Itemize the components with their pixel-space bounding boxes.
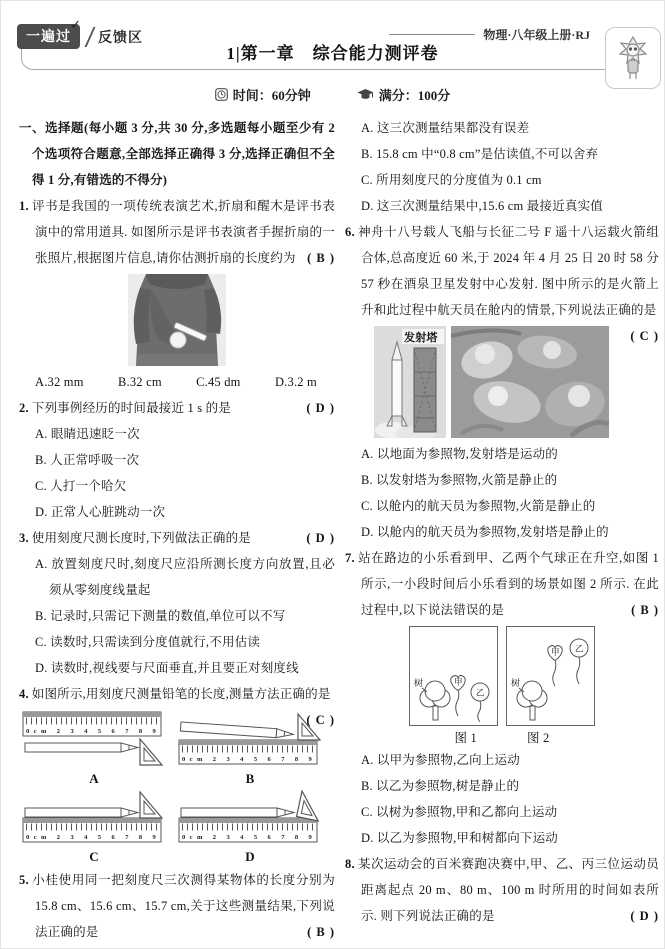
question-6-option-d: D. 以舱内的航天员为参照物,发射塔是静止的 <box>361 525 609 539</box>
section-title: 一、选择题(每小题 3 分,共 30 分,多选题每小题至少有 2 个选项符合题意,全部选择正确得 3 分,选择正确但不全得 1 分,有错选的不得分) <box>19 121 335 187</box>
question-4-stem: 4. 如图所示,用刻度尺测量铅笔的长度,测量方法正确的是 ( C ) <box>19 681 335 707</box>
answer-mark: ( B ) <box>631 603 659 617</box>
time-label: 时间：60分钟 <box>232 88 311 103</box>
svg-text:树: 树 <box>414 678 424 688</box>
balloons-figure <box>409 626 595 726</box>
clock-icon <box>215 88 228 101</box>
option-d: D.3.2 m <box>274 375 317 389</box>
question-6-stem: 6. 神舟十八号载人飞船与长征二号 F 遥十八运载火箭组合体,总高度近 60 米,于 2024 年 4 月 25 日 20 时 58 分57 秒在酒泉卫星发射中心发射. 图中所示的是火箭上升和此过程中航天员在舱内的情景,下列说法正确的是 ( C ) <box>345 219 659 323</box>
question-7-option-a: A. 以甲为参照物,乙向上运动 <box>361 753 520 767</box>
question-5-option-d: D. 这三次测量结果中,15.6 cm 最接近真实值 <box>361 199 603 213</box>
question-3-option-a: A. 放置刻度尺时,刻度尺应沿所测长度方向放置,且必须从零刻度线量起 <box>35 557 335 597</box>
feedback-zone-label: 反馈区 <box>98 28 143 45</box>
ruler-diagram-a <box>19 709 169 787</box>
question-2-option-a: A. 眼睛迅速眨一次 <box>35 427 140 441</box>
edition-rule-line <box>389 34 475 35</box>
svg-text:乙: 乙 <box>476 687 485 698</box>
question-5-option-a: A. 这三次测量结果都没有误差 <box>361 121 530 135</box>
answer-mark: ( D ) <box>630 909 659 923</box>
question-1-options <box>19 369 335 395</box>
answer-mark: ( B ) <box>307 925 335 939</box>
check-icon: ✓ <box>70 17 82 32</box>
svg-text:发射塔: 发射塔 <box>404 332 438 344</box>
question-6-option-a: A. 以地面为参照物,发射塔是运动的 <box>361 447 559 461</box>
brand-logo-badge <box>17 17 82 49</box>
ruler-pencil-b <box>175 709 325 767</box>
svg-text:乙: 乙 <box>575 643 584 654</box>
time-item <box>215 85 311 104</box>
logo-divider <box>85 27 96 47</box>
flower-mascot-icon <box>613 33 653 83</box>
figure-1-caption: 图 1 <box>454 731 477 745</box>
question-3-stem: 3. 使用刻度尺测长度时,下列做法正确的是 ( D ) <box>19 525 335 551</box>
astronauts-cabin-photo <box>451 326 609 438</box>
question-2-stem: 2. 下列事例经历的时间最接近 1 s 的是 ( D ) <box>19 395 335 421</box>
question-2-option-c: C. 人打一个哈欠 <box>35 479 127 493</box>
question-5-stem: 5. 小桂使用同一把刻度尺三次测得某物体的长度分别为 15.8 cm、15.6 cm、15.7 cm,关于这些测量结果,下列说法正确的是 ( B ) <box>19 867 335 945</box>
svg-text:树: 树 <box>511 678 521 688</box>
diagram-label-c: C <box>89 849 99 864</box>
question-6-option-c: C. 以舱内的航天员为参照物,火箭是静止的 <box>361 499 596 513</box>
graduation-cap-icon <box>357 88 374 101</box>
figure-2-caption: 图 2 <box>527 731 550 745</box>
question-7-stem: 7. 站在路边的小乐看到甲、乙两个气球正在升空,如图 1 所示,一小段时间后小乐看到的场景如图 2 所示. 在此过程中,以下说法错误的是 ( B ) <box>345 545 659 623</box>
rocket-launch-photo <box>374 326 446 438</box>
ruler-pencil-a <box>19 709 169 767</box>
page-title: 1|第一章 综合能力测评卷 <box>226 44 439 63</box>
ruler-diagram-c <box>19 787 169 865</box>
question-4-figure <box>19 709 314 865</box>
edition-label <box>385 26 594 43</box>
question-7-option-d: D. 以乙为参照物,甲和树都向下运动 <box>361 831 559 845</box>
left-column <box>19 115 335 945</box>
question-6-option-b: B. 以发射塔为参照物,火箭是静止的 <box>361 473 558 487</box>
score-item <box>357 85 451 104</box>
option-c: C.45 dm <box>196 375 241 389</box>
svg-text:甲: 甲 <box>454 677 463 687</box>
question-3-option-d: D. 读数时,视线要与尺面垂直,并且要正对刻度线 <box>35 661 299 675</box>
question-7-option-c: C. 以树为参照物,甲和乙都向上运动 <box>361 805 558 819</box>
ruler-pencil-d <box>175 787 325 845</box>
question-2-option-b: B. 人正常呼吸一次 <box>35 453 140 467</box>
answer-mark: ( D ) <box>306 531 335 545</box>
brand-name: 一遍过 <box>26 28 71 44</box>
ruler-pencil-c <box>19 787 169 845</box>
answer-mark: ( D ) <box>306 401 335 415</box>
question-5-option-c: C. 所用刻度尺的分度值为 0.1 cm <box>361 173 542 187</box>
figure-captions <box>345 729 659 747</box>
question-number: 1. <box>19 199 29 213</box>
question-5-option-b: B. 15.8 cm 中“0.8 cm”是估读值,不可以舍弃 <box>361 147 599 161</box>
question-8-stem: 8. 某次运动会的百米赛跑决赛中,甲、乙、丙三位运动员距离起点 20 m、80 m、100 m 时所用的时间如表所示. 则下列说法正确的是 ( D ) <box>345 851 659 929</box>
question-6-figure <box>345 326 638 438</box>
brand-logo <box>17 17 149 49</box>
exam-page <box>1 1 664 948</box>
question-7-option-b: B. 以乙为参照物,树是静止的 <box>361 779 520 793</box>
diagram-label-d: D <box>245 849 255 864</box>
option-b: B.32 cm <box>117 375 162 389</box>
storyteller-photo <box>128 274 226 366</box>
right-column <box>345 115 659 929</box>
diagram-label-b: B <box>245 771 255 786</box>
ruler-diagram-d <box>175 787 325 865</box>
exam-meta <box>1 85 664 104</box>
question-2-option-d: D. 正常人心脏跳动一次 <box>35 505 166 519</box>
question-3-option-b: B. 记录时,只需记下测量的数值,单位可以不写 <box>35 609 286 623</box>
question-1-figure <box>19 274 335 366</box>
question-3-option-c: C. 读数时,只需读到分度值就行,不用估读 <box>35 635 261 649</box>
mascot-badge <box>605 27 661 89</box>
edition-text: 物理·八年级上册·RJ <box>483 28 590 42</box>
answer-mark: ( C ) <box>630 329 659 343</box>
diagram-label-a: A <box>89 771 99 786</box>
option-a: A.32 mm <box>35 375 84 389</box>
svg-text:甲: 甲 <box>551 647 560 657</box>
question-7-figure <box>345 626 659 726</box>
question-1-stem: 1. 评书是我国的一项传统表演艺术,折扇和醒木是评书表演中的常用道具. 如图所示是评书表演者手握折扇的一张照片,根据图片信息,请你估测折扇的长度约为 ( B ) <box>19 193 335 271</box>
answer-mark: ( B ) <box>307 251 335 265</box>
score-label: 满分：100分 <box>378 88 451 103</box>
ruler-diagram-b <box>175 709 325 787</box>
answer-mark: ( C ) <box>306 713 335 727</box>
